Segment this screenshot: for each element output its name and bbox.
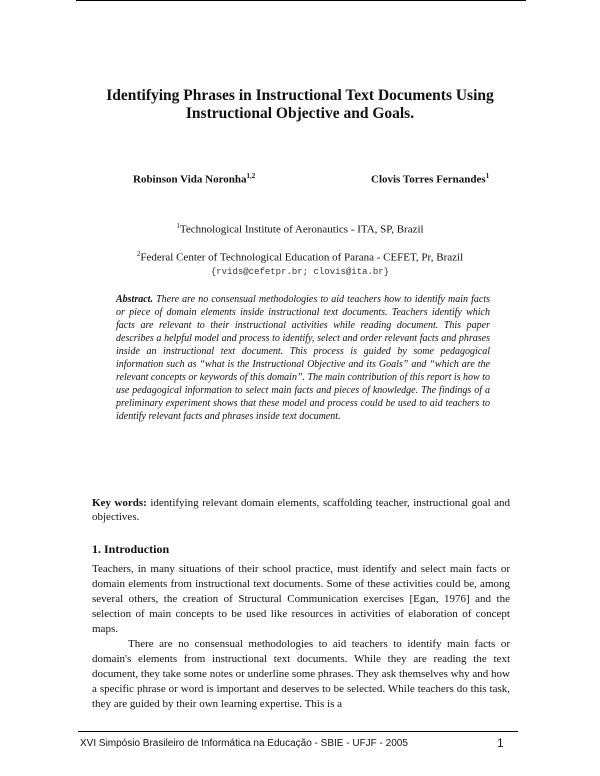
affiliation-1-text: Technological Institute of Aeronautics - ITA, SP, Brazil xyxy=(179,223,424,236)
affiliation-2-text: Federal Center of Technological Education of Parana - CEFET, Pr, Brazil xyxy=(140,251,464,264)
footer-rule xyxy=(78,731,518,732)
author-emails: {rvids@cefetpr.br; clovis@ita.br} xyxy=(210,267,390,277)
author-1 xyxy=(133,172,255,186)
page-number: 1 xyxy=(497,736,504,750)
affiliation-1 xyxy=(0,222,600,236)
author-1-name: Robinson Vida Noronha xyxy=(133,173,247,186)
abstract-label: Abstract. xyxy=(116,294,153,305)
footer-text: XVI Simpósio Brasileiro de Informática na Educação - SBIE - UFJF - 2005 xyxy=(80,738,408,749)
author-2-name: Clovis Torres Fernandes xyxy=(371,173,486,186)
top-rule xyxy=(76,0,526,1)
section-heading: 1. Introduction xyxy=(92,542,170,556)
affiliation-1-sup: 1 xyxy=(176,222,180,230)
affiliation-2-sup: 2 xyxy=(136,250,141,258)
paragraph-2: There are no consensual methodologies to aid teachers to identify main facts or domain's elements from instructional text documents. While they are reading the text document, they take some notes or underline some phrases. They ask themselves why and how a specific phrase or word is important and deserves to be selected. While teachers do this task, they are guided by their own learning expertise. This is a xyxy=(92,638,510,710)
abstract-text: There are no consensual methodologies to aid teachers how to identify main facts or piece of domain elements inside instructional text documents. Teachers identify which facts are relevant to their instructional activities while reading document. This paper describes a helpful model and process to identify, select and order relevant facts and phrases inside an instructional text document. This process is guided by some pedagogical information such as “what is the Instructional Objective and its Goals” and “which are the relevant concepts or keywords of this domain”. The main contribution of this report is how to use pedagogical information to select main facts and pieces of knowledge. The findings of a preliminary experiment shows that these model and process could be used to aid teachers to identify relevant facts and phrases inside text document. xyxy=(116,294,490,422)
affiliation-2 xyxy=(0,250,600,264)
keywords xyxy=(92,496,510,524)
keywords-text: identifying relevant domain elements, scaffolding teacher, instructional goal and objectives. xyxy=(92,497,511,523)
paragraph-1: Teachers, in many situations of their school practice, must identify and select main facts or domain elements from instructional text documents. Some of these activities could be, among several others, the creation of Structural Communication exercises [Egan, 1976] and the selection of main concepts to be used like resources in activities of elaboration of concept maps. xyxy=(92,563,510,635)
paper-title: Identifying Phrases in Instructional Text Documents Using Instructional Objective and Goals. xyxy=(106,87,494,122)
keywords-label: Key words: xyxy=(92,497,147,509)
author-1-sup: 1,2 xyxy=(246,172,256,180)
abstract xyxy=(116,293,490,423)
author-2 xyxy=(371,172,489,186)
author-2-sup: 1 xyxy=(485,172,490,180)
